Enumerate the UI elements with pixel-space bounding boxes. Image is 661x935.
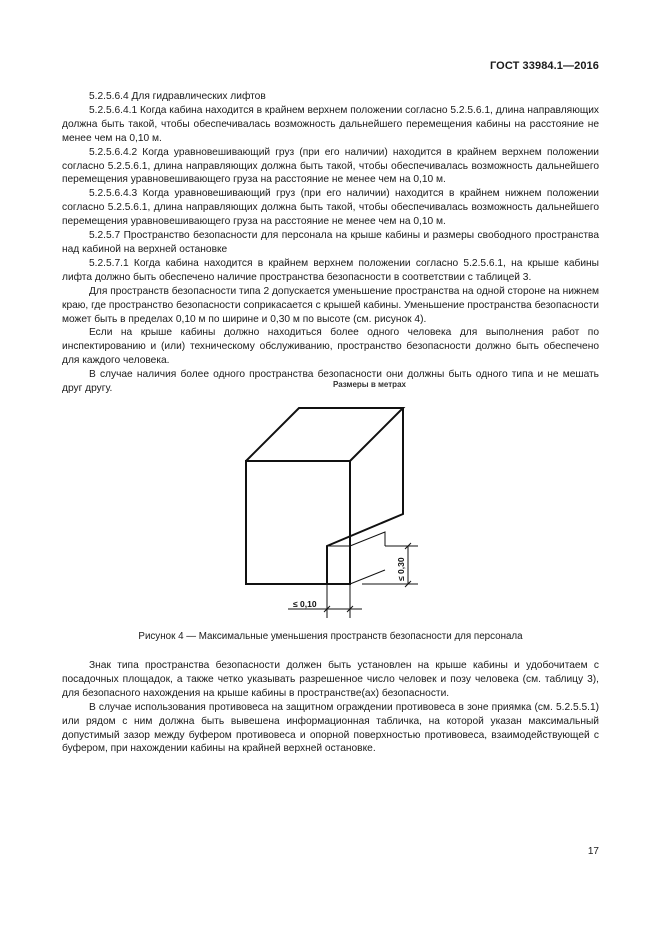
paragraph: В случае наличия более одного пространства безопасности они должны быть одного типа и не мешать друг другу. [62, 369, 599, 395]
body-text-top [62, 90, 599, 396]
height-dimension [362, 543, 418, 587]
reduction-zone [327, 532, 385, 584]
box-top-face [246, 408, 403, 461]
height-dimension-label: ≤ 0,30 [396, 557, 406, 581]
paragraph: 5.2.5.7.1 Когда кабина находится в крайнем верхнем положении согласно 5.2.5.6.1, на крыше кабины лифта должно быть обеспечено наличие пространства безопасности в соответствии с таблицей 3. [62, 257, 599, 283]
paragraph: 5.2.5.6.4.1 Когда кабина находится в крайнем верхнем положении согласно 5.2.5.6.1, длина направляющих должна быть такой, чтобы обеспечивалась возможность дальнейшего перемещения кабины на расстояние не менее чем на 0,10 м. [62, 104, 599, 144]
standard-designation: ГОСТ 33984.1—2016 [489, 60, 599, 72]
figure-4 [62, 378, 599, 650]
paragraph: 5.2.5.6.4 Для гидравлических лифтов [89, 91, 266, 102]
box-outline [246, 408, 403, 584]
paragraph: Для пространств безопасности типа 2 допускается уменьшение пространства на одной стороне на нижнем краю, где пространство безопасности соприкасается с крышей кабины. Уменьшение пространства безопасности может быть в пределах 0,10 м по ширине и 0,30 м по высоте (см. рисунок 4). [62, 285, 599, 325]
figure-units-label: Размеры в метрах [333, 380, 406, 389]
paragraph: Знак типа пространства безопасности должен быть установлен на крыше кабины и удобочитаем с посадочных площадок, а также четко указывать разрешенное число человек и позу человека (см. таблицу 3), для безопасного нахождения на крыше кабины в пространстве(ах) безопасности. [62, 660, 599, 699]
safety-space-drawing [62, 378, 599, 628]
box-right-face [327, 408, 403, 584]
paragraph: 5.2.5.6.4.2 Когда уравновешивающий груз (при его наличии) находится в крайнем верхнем положении согласно 5.2.5.6.1, длина направляющих должна быть такой, чтобы обеспечивалась возможность дальнейшего перемещения уравновешивающего груза на расстояние не менее чем на 0,10 м. [62, 146, 599, 186]
box-front-face [246, 461, 350, 584]
figure-caption: Рисунок 4 — Максимальные уменьшения пространств безопасности для персонала [138, 631, 523, 642]
paragraph: Если на крыше кабины должно находиться более одного человека для выполнения работ по инспектированию и (или) техническому обслуживанию, пространство безопасности должно быть обеспечено для каждого человека. [62, 327, 599, 367]
width-dimension-label: ≤ 0,10 [293, 599, 317, 609]
body-text-bottom [62, 659, 599, 756]
paragraph: В случае использования противовеса на защитном ограждении противовеса в зоне приямка (см. 5.2.5.5.1) или рядом с ним должна быть вывешена информационная табличка, на которой указан максимальный допустимый зазор между буфером противовеса и опорной поверхностью противовеса, взаимодействующей с буфером, при нахождении кабины на крайней верхней остановке. [62, 701, 599, 755]
paragraph: 5.2.5.6.4.3 Когда уравновешивающий груз (при его наличии) находится в крайнем нижнем положении согласно 5.2.5.6.1, длина направляющих должна быть такой, чтобы обеспечивалась возможность дальнейшего перемещения уравновешивающего груза на расстояние не менее чем на 0,10 м. [62, 188, 599, 228]
page-number: 17 [587, 846, 599, 857]
paragraph: 5.2.5.7 Пространство безопасности для персонала на крыше кабины и размеры свободного пространства над кабиной на верхней остановке [62, 230, 599, 255]
